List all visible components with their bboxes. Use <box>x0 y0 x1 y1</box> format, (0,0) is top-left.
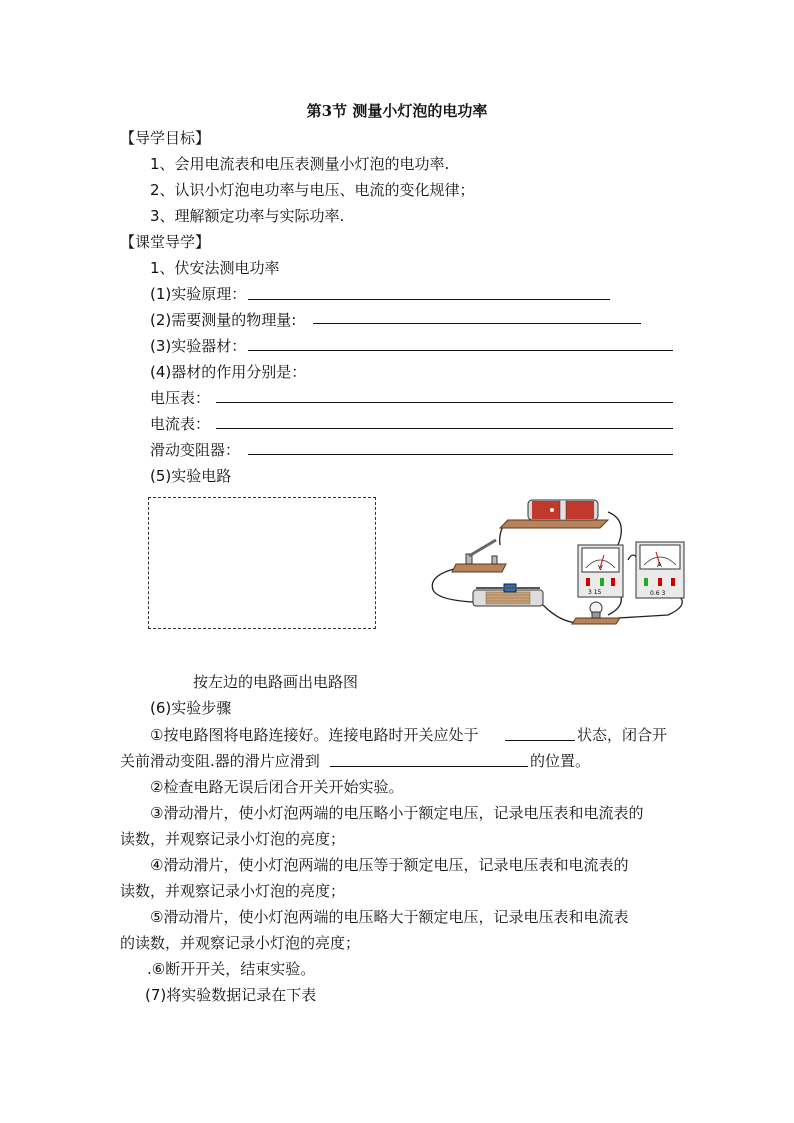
step3-text-b: 读数，并观察记录小灯泡的亮度； <box>120 830 346 848</box>
label-ammeter: 电流表： <box>150 415 211 433</box>
step4-text-b: 读数，并观察记录小灯泡的亮度； <box>120 882 346 900</box>
step1-text-d: 的位置。 <box>530 752 591 770</box>
question-steps: (6)实验步骤 <box>150 699 232 717</box>
circuit-illustration <box>428 490 698 635</box>
switch-icon <box>452 540 506 572</box>
circuit-drawing-box[interactable] <box>148 497 376 629</box>
step6-text: .⑥断开开关，结束实验。 <box>147 960 316 978</box>
step5-text-b: 的读数，并观察记录小灯泡的亮度； <box>120 934 361 952</box>
answer-line-equipment[interactable] <box>248 350 673 351</box>
step1-text-b: 状态，闭合开 <box>577 726 668 744</box>
voltmeter-scale: 3 15 <box>588 589 602 596</box>
label-rheostat: 滑动变阻器： <box>150 441 241 459</box>
answer-line-voltmeter[interactable] <box>216 402 673 403</box>
label-voltmeter: 电压表： <box>150 389 211 407</box>
step2-text: ②检查电路无误后闭合开关开始实验。 <box>150 778 404 796</box>
step1-text-c: 关前滑动变阻.器的滑片应滑到 <box>120 752 320 770</box>
step1-text-a: ①按电路图将电路连接好。连接电路时开关应处于 <box>150 726 479 744</box>
question-quantities: (2)需要测量的物理量: <box>150 311 297 329</box>
section-heading-goals: 【导学目标】 <box>120 129 211 147</box>
subheading-method: 1、伏安法测电功率 <box>150 259 280 277</box>
step5-text-a: ⑤滑动滑片，使小灯泡两端的电压略大于额定电压，记录电压表和电流表 <box>150 908 629 926</box>
answer-line-switch-state[interactable] <box>505 740 575 741</box>
step4-text-a: ④滑动滑片，使小灯泡两端的电压等于额定电压，记录电压表和电流表的 <box>150 856 629 874</box>
step3-text-a: ③滑动滑片，使小灯泡两端的电压略小于额定电压，记录电压表和电流表的 <box>150 804 644 822</box>
goal-item-2: 2、认识小灯泡电功率与电压、电流的变化规律； <box>150 181 475 199</box>
question-circuit: (5)实验电路 <box>150 467 232 485</box>
question-record-table: (7)将实验数据记录在下表 <box>145 986 317 1004</box>
battery-icon <box>500 500 608 528</box>
question-equipment: (3)实验器材： <box>150 337 247 355</box>
answer-line-slider-position[interactable] <box>330 766 528 767</box>
answer-line-ammeter[interactable] <box>216 428 673 429</box>
ammeter-icon <box>636 542 684 598</box>
answer-line-principle[interactable] <box>248 299 610 300</box>
page-title: 第3节 测量小灯泡的电功率 <box>306 102 488 120</box>
question-principle: (1)实验原理： <box>150 285 247 303</box>
question-roles: (4)器材的作用分别是： <box>150 363 307 381</box>
goal-item-1: 1、会用电流表和电压表测量小灯泡的电功率. <box>150 155 450 173</box>
answer-line-quantities[interactable] <box>313 323 641 324</box>
ammeter-scale: 0.6 3 <box>650 590 666 597</box>
rheostat-icon <box>473 584 543 606</box>
section-heading-class: 【课堂导学】 <box>120 233 211 251</box>
goal-item-3: 3、理解额定功率与实际功率. <box>150 207 345 225</box>
voltmeter-icon <box>578 545 623 597</box>
answer-line-rheostat[interactable] <box>248 454 673 455</box>
circuit-caption: 按左边的电路画出电路图 <box>193 673 359 691</box>
ammeter-letter: A <box>657 561 662 569</box>
voltmeter-letter: V <box>598 564 603 572</box>
